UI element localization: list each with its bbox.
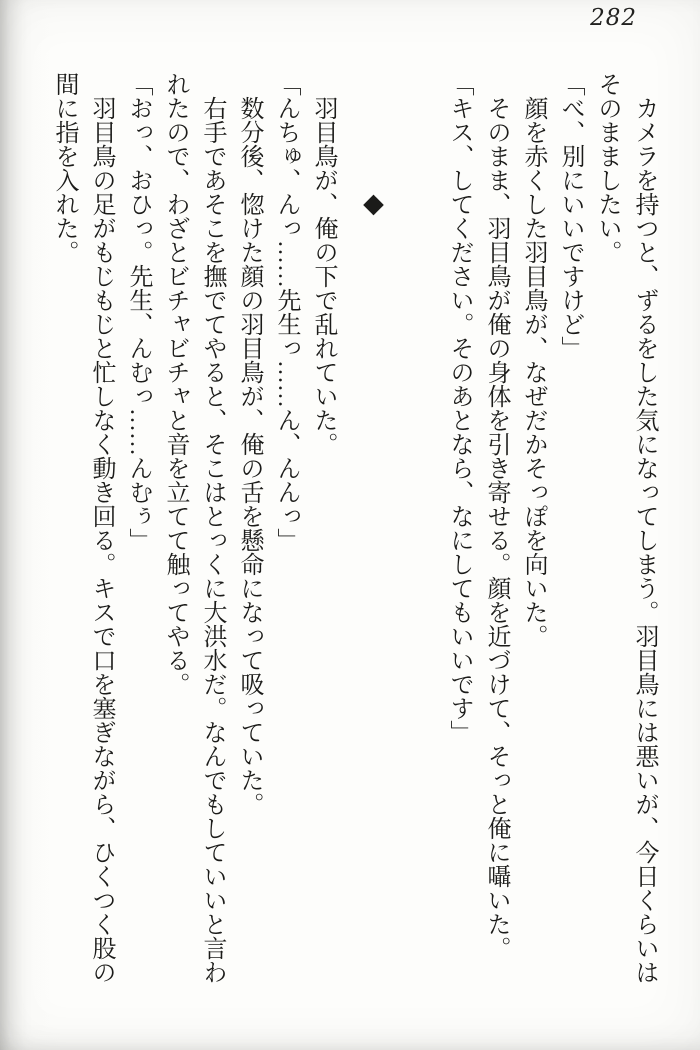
paragraph: カメラを持つと、ずるをした気になってしまう。羽目鳥には悪いが、今日くらいはそのまましたい。: [594, 72, 657, 984]
paragraph: 「んちゅ、んっ……先生っ……ん、んんっ」: [273, 72, 299, 552]
paragraph: 羽目鳥が、俺の下で乱れていた。: [310, 96, 336, 456]
section-separator: ◆: [359, 188, 389, 219]
page-number: 282: [590, 5, 637, 31]
body-text: [45, 72, 662, 984]
paragraph: 「キス、してください。そのあとなら、なにしてもいいです」: [446, 72, 472, 744]
paragraph: 右手であそこを撫でてやると、そこはとっくに大洪水だ。なんでもしていいと言われたので、わざとビチャビチャと音を立てて触ってやる。: [162, 72, 225, 984]
paragraph: 「べ、別にいいですけど」: [557, 72, 583, 360]
paragraph: 顔を赤くした羽目鳥が、なぜだかそっぽを向いた。: [520, 96, 546, 648]
paragraph: 数分後、惚けた顔の羽目鳥が、俺の舌を懸命になって吸っていた。: [236, 96, 262, 816]
paragraph: 「おっ、おひっ。先生、んむっ……んむぅ」: [125, 72, 151, 552]
paragraph: 羽目鳥の足がもじもじと忙しなく動き回る。キスで口を塞ぎながら、ひくつく股の間に指を入れた。: [51, 72, 114, 984]
paragraph: そのまま、羽目鳥が俺の身体を引き寄せる。顔を近づけて、そっと俺に囁いた。: [483, 96, 509, 960]
